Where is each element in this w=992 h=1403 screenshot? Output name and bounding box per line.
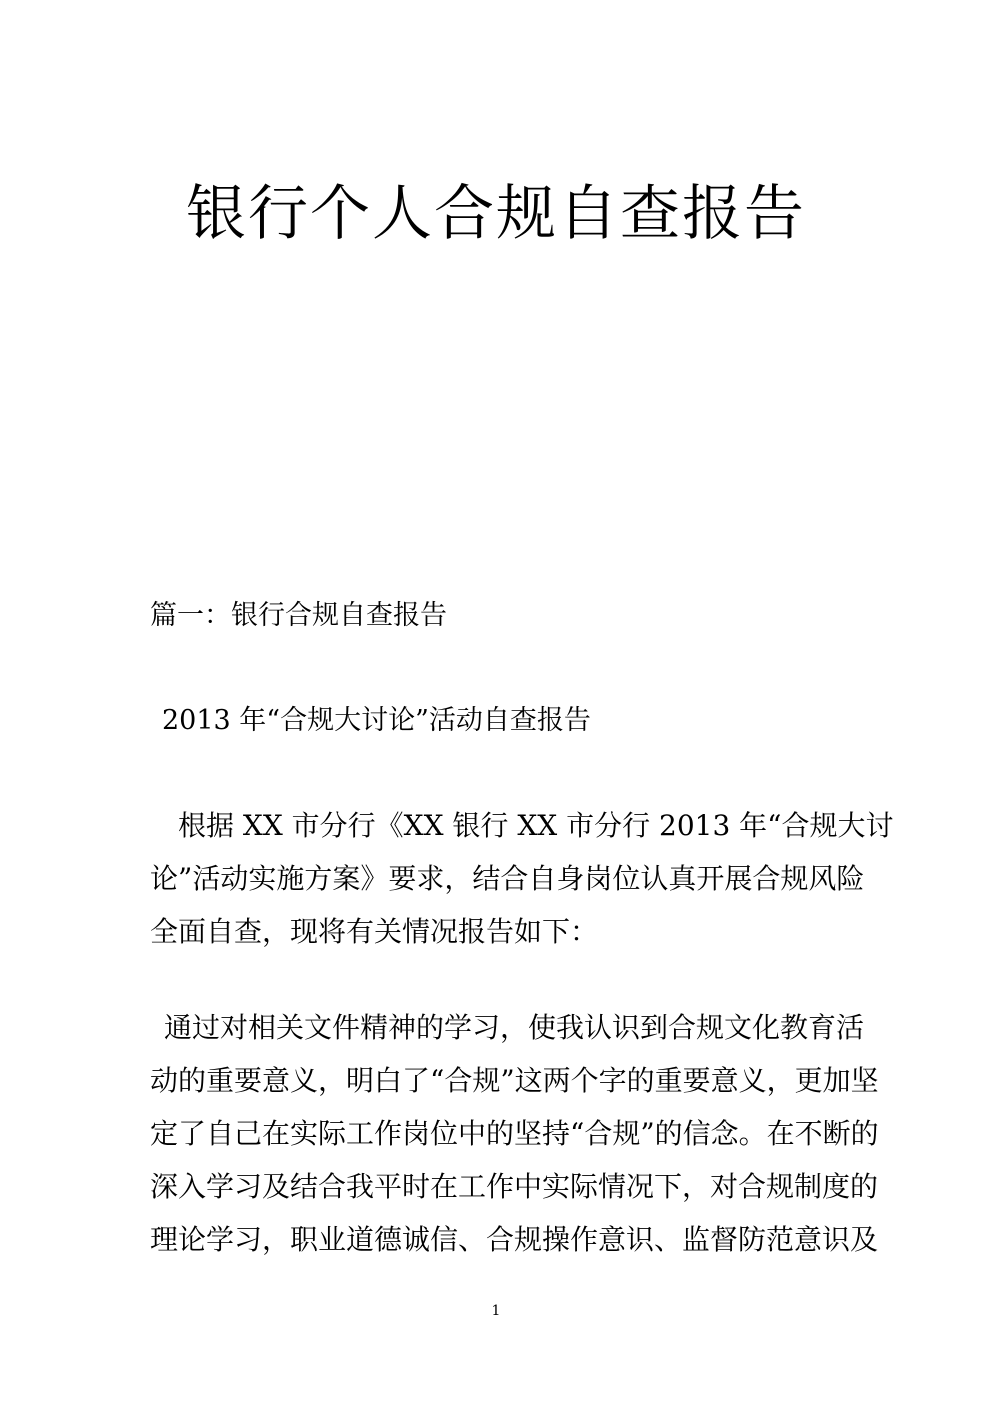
paragraph-line: 深入学习及结合我平时在工作中实际情况下，对合规制度的	[150, 1170, 879, 1203]
section-heading: 篇一：银行合规自查报告	[150, 600, 447, 631]
paragraph-line: 全面自查，现将有关情况报告如下：	[150, 915, 599, 948]
report-subtitle: 2013 年“合规大讨论”活动自查报告	[162, 705, 591, 736]
paragraph-line: 根据 XX 市分行《XX 银行 XX 市分行 2013 年“合规大讨	[178, 809, 894, 842]
paragraph-line: 通过对相关文件精神的学习，使我认识到合规文化教育活	[164, 1011, 865, 1044]
paragraph-intro	[150, 799, 894, 958]
paragraph-line: 论”活动实施方案》要求，结合自身岗位认真开展合规风险	[150, 862, 865, 895]
paragraph-line: 定了自己在实际工作岗位中的坚持“合规”的信念。在不断的	[150, 1117, 879, 1150]
page-number: 1	[491, 1303, 501, 1319]
paragraph-study	[150, 1001, 879, 1266]
paragraph-line: 理论学习，职业道德诚信、合规操作意识、监督防范意识及	[150, 1223, 879, 1256]
paragraph-line: 动的重要意义，明白了“合规”这两个字的重要意义，更加坚	[150, 1064, 879, 1097]
document-title: 银行个人合规自查报告	[186, 179, 806, 249]
